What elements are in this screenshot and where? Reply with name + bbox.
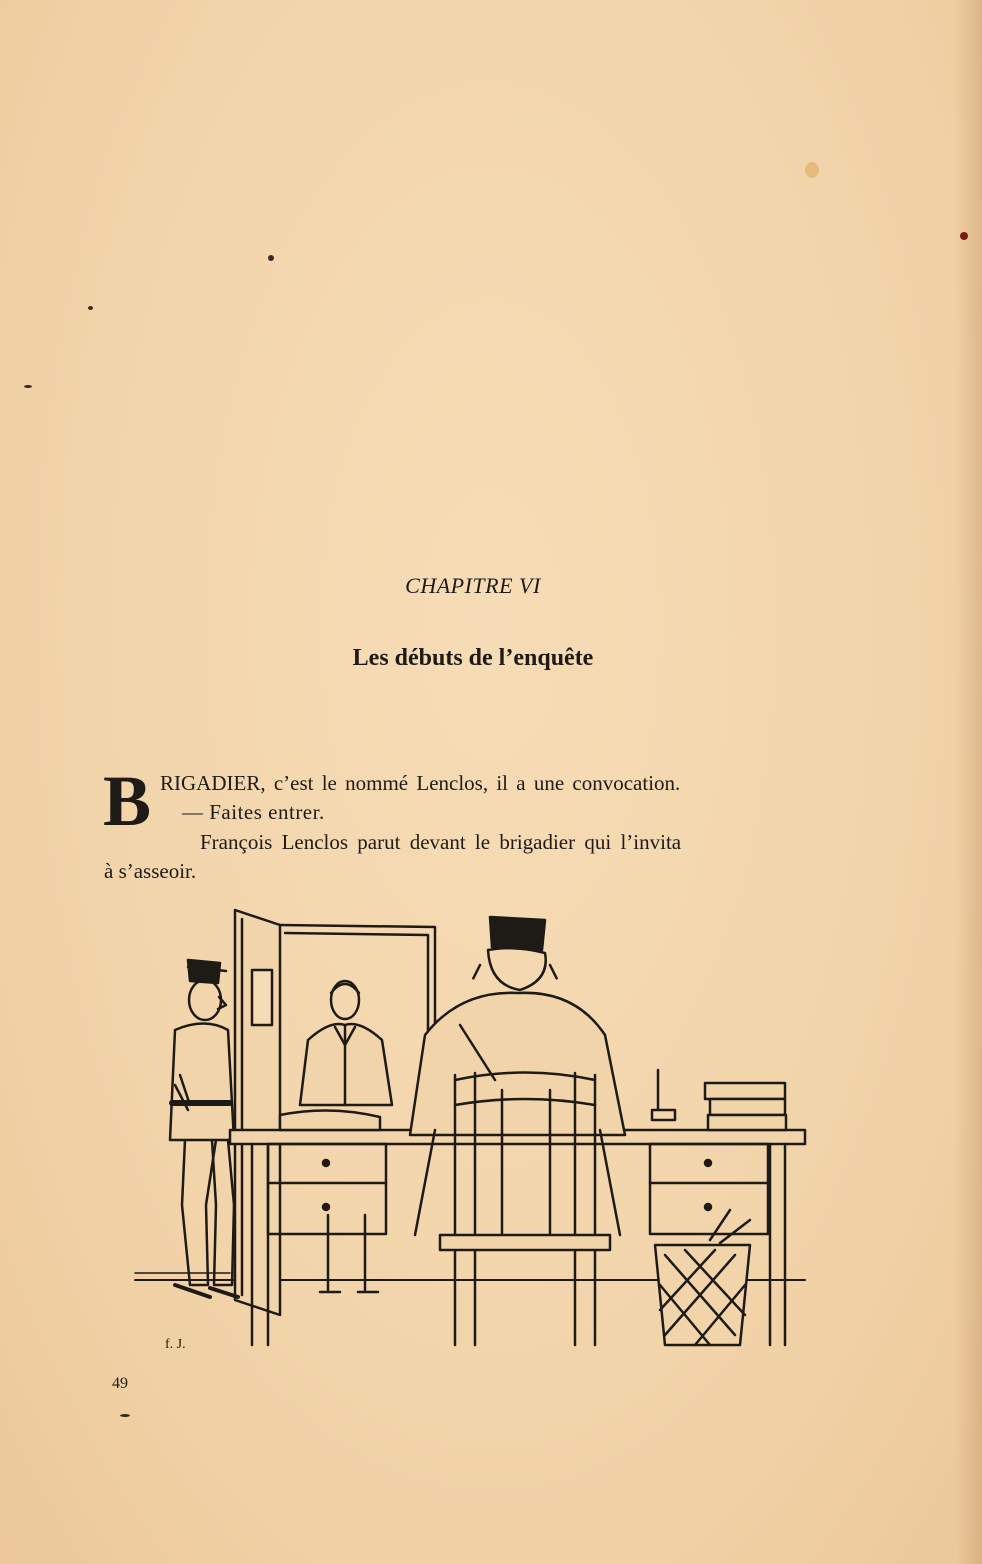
illustrator-signature: f. J. xyxy=(165,1337,186,1352)
chapter-title: Les débuts de l’enquête xyxy=(352,645,594,671)
paper-speck xyxy=(120,1414,130,1417)
drop-cap: B xyxy=(103,761,152,841)
paper-speck xyxy=(24,385,32,388)
paper-speck xyxy=(960,232,968,240)
text-line: RIGADIER, c’est le nommé Lenclos, il a une convocation. xyxy=(160,771,681,795)
chapter-heading: CHAPITRE VI xyxy=(405,573,541,598)
text-line: — Faites entrer. xyxy=(182,800,325,824)
page-edge-shadow xyxy=(954,0,982,1564)
paper-speck xyxy=(268,255,274,261)
paper-speck xyxy=(88,306,93,310)
text-line: François Lenclos parut devant le brigadier qui l’invita xyxy=(200,830,682,854)
office-illustration xyxy=(130,905,810,1355)
paper-stain xyxy=(805,162,819,178)
text-line: à s’asseoir. xyxy=(104,859,197,883)
page-number: 49 xyxy=(112,1375,128,1392)
